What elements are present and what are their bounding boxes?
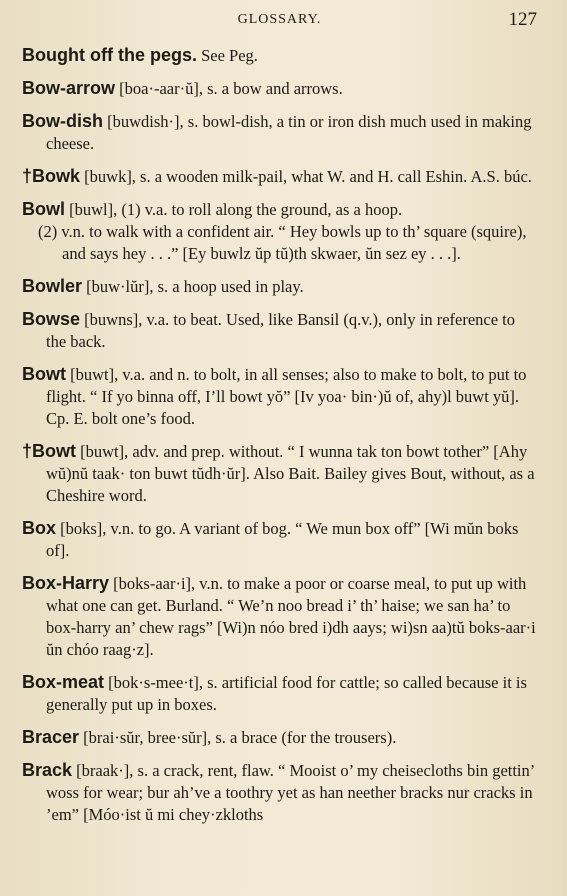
page-number: 127	[508, 9, 537, 30]
entry	[22, 77, 537, 100]
running-title: GLOSSARY.	[237, 12, 322, 27]
entry	[22, 440, 537, 507]
entry	[22, 671, 537, 716]
headword: Bowt	[22, 364, 66, 384]
headword: Bracer	[22, 727, 80, 747]
definition: [brai·sŭr, bree·sŭr], s. a brace (for the trousers).	[79, 728, 397, 747]
definition: See Peg.	[196, 46, 258, 65]
definition: [buwt], adv. and prep. without. “ I wunna tak ton bowt tother” [Ahy wŭ)nŭ taak· ton buwt tŭdh·ŭr]. Also Bait. Bailey gives Bout, without, as a Cheshire word.	[46, 442, 535, 505]
entry	[22, 308, 537, 353]
entry	[22, 165, 537, 188]
entry	[22, 517, 537, 562]
definition: [buwdish·], s. bowl-dish, a tin or iron dish much used in making cheese.	[46, 112, 532, 153]
headword: Bowl	[22, 199, 65, 219]
headword: Bow-dish	[22, 111, 103, 131]
entry	[22, 275, 537, 298]
entry	[22, 44, 537, 67]
headword: Bought off the pegs.	[22, 45, 197, 65]
definition: [buwns], v.a. to beat. Used, like Bansil (q.v.), only in reference to the back.	[46, 310, 516, 351]
page-header	[22, 8, 537, 44]
definition: [buw·lŭr], s. a hoop used in play.	[82, 277, 304, 296]
definition: [bok·s-mee·t], s. artificial food for cattle; so called because it is generally put up in boxes.	[46, 673, 527, 714]
definition: [buwt], v.a. and n. to bolt, in all senses; also to make to bolt, to put to flight. “ If yo binna off, I’ll bowt yŏ” [Iv yoa· bin·)ŭ of, ahy)l buwt yŭ]. Cp. E. bolt one’s food.	[46, 365, 527, 428]
definition: [boks], v.n. to go. A variant of bog. “ We mun box off” [Wi mŭn boks of].	[46, 519, 519, 560]
entry	[22, 572, 537, 661]
headword: Brack	[22, 760, 73, 780]
sub-definition: (2) v.n. to walk with a confident air. “ Hey bowls up to th’ square (squire), and says hey . . .” [Ey buwlz ŭp tŭ)th skwaer, ŭn sez ey . . .].	[38, 222, 527, 263]
headword: †Bowk	[22, 166, 81, 186]
headword: †Bowt	[22, 441, 76, 461]
definition: [braak·], s. a crack, rent, flaw. “ Mooist o’ my cheisecloths bin gettin’ woss for wear; bur ah’ve a toothry yet as han neether bracks nur cracks in ’em” [Móo·ist ŭ mi chey·zkloths	[46, 761, 535, 824]
headword: Bow-arrow	[22, 78, 116, 98]
definition: [boks-aar·i], v.n. to make a poor or coarse meal, to put up with what one can get. Burland. “ We’n noo bread i’ th’ haise; we san ha’ to box-harry an’ chew rags” [Wi)n nóo bred i)dh aays; wi)sn aa)tŭ boks-aar·i ŭn chóo raag·z].	[46, 574, 536, 659]
entry	[22, 726, 537, 749]
headword: Box-Harry	[22, 573, 110, 593]
entry	[22, 759, 537, 826]
headword: Box-meat	[22, 672, 105, 692]
entry	[22, 110, 537, 155]
definition: [buwk], s. a wooden milk-pail, what W. and H. call Eshin. A.S. búc.	[80, 167, 532, 186]
entry	[22, 198, 537, 265]
definition: [boa·-aar·ŭ], s. a bow and arrows.	[115, 79, 343, 98]
entry	[22, 363, 537, 430]
headword: Bowler	[22, 276, 83, 296]
headword: Box	[22, 518, 57, 538]
definition: [buwl], (1) v.a. to roll along the ground, as a hoop.	[65, 200, 403, 219]
headword: Bowse	[22, 309, 81, 329]
